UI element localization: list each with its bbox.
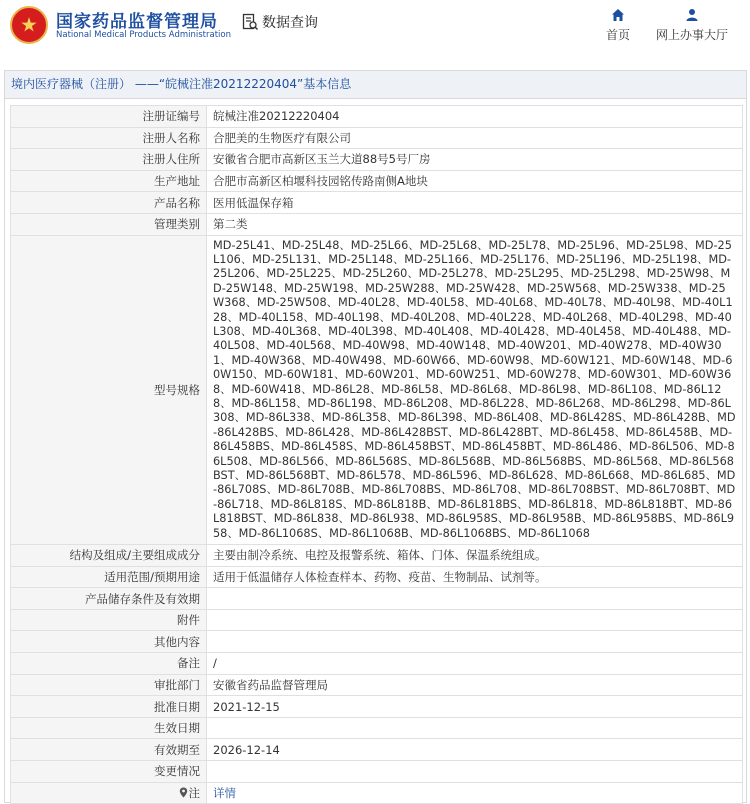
row-value: 第二类 bbox=[207, 213, 743, 235]
nav-online-service-label: 网上办事大厅 bbox=[655, 28, 728, 42]
row-value: 医用低温保存箱 bbox=[207, 192, 743, 214]
detail-panel bbox=[4, 70, 747, 803]
row-value: / bbox=[207, 653, 743, 675]
data-query-label: 数据查询 bbox=[262, 15, 318, 31]
table-row bbox=[11, 739, 743, 761]
table-row bbox=[11, 761, 743, 783]
row-label: 适用范围/预期用途 bbox=[11, 566, 207, 588]
site-name-en: National Medical Products Administration bbox=[56, 30, 231, 40]
row-value bbox=[207, 631, 743, 653]
row-label: 型号规格 bbox=[11, 235, 207, 545]
row-label: 审批部门 bbox=[11, 674, 207, 696]
row-label: 批准日期 bbox=[11, 696, 207, 718]
row-value: 2026-12-14 bbox=[207, 739, 743, 761]
row-label: 产品名称 bbox=[11, 192, 207, 214]
table-row bbox=[11, 545, 743, 567]
data-query-link[interactable] bbox=[242, 12, 318, 32]
site-header bbox=[0, 0, 750, 60]
row-label: 生效日期 bbox=[11, 717, 207, 739]
nav-home[interactable] bbox=[604, 8, 632, 43]
row-label: 备注 bbox=[11, 653, 207, 675]
table-row bbox=[11, 782, 743, 804]
row-value bbox=[207, 717, 743, 739]
note-label bbox=[11, 782, 207, 804]
table-row bbox=[11, 149, 743, 171]
row-value: 主要由制冷系统、电控及报警系统、箱体、门体、保温系统组成。 bbox=[207, 545, 743, 567]
row-value: 适用于低温储存人体检查样本、药物、疫苗、生物制品、试剂等。 bbox=[207, 566, 743, 588]
row-label: 其他内容 bbox=[11, 631, 207, 653]
row-value: 合肥市高新区柏堰科技园铭传路南侧A地块 bbox=[207, 170, 743, 192]
row-label: 附件 bbox=[11, 609, 207, 631]
table-row bbox=[11, 674, 743, 696]
home-icon bbox=[611, 8, 625, 22]
row-label: 管理类别 bbox=[11, 213, 207, 235]
nav-home-label: 首页 bbox=[605, 28, 630, 42]
row-label: 产品储存条件及有效期 bbox=[11, 588, 207, 610]
row-value: 安徽省合肥市高新区玉兰大道88号5号厂房 bbox=[207, 149, 743, 171]
row-value: 皖械注准20212220404 bbox=[207, 106, 743, 128]
national-emblem-logo bbox=[10, 6, 48, 44]
table-row bbox=[11, 653, 743, 675]
row-label: 注册人名称 bbox=[11, 127, 207, 149]
document-icon bbox=[242, 13, 258, 31]
table-row bbox=[11, 631, 743, 653]
row-label: 注册人住所 bbox=[11, 149, 207, 171]
table-row bbox=[11, 566, 743, 588]
nav-online-service[interactable] bbox=[654, 8, 730, 43]
panel-title: 境内医疗器械（注册） ——“皖械注准20212220404”基本信息 bbox=[5, 71, 746, 99]
table-row bbox=[11, 170, 743, 192]
table-row bbox=[11, 213, 743, 235]
row-value: 合肥美的生物医疗有限公司 bbox=[207, 127, 743, 149]
row-value bbox=[207, 782, 743, 804]
site-name: 国家药品监督管理局 bbox=[56, 12, 218, 32]
user-icon bbox=[685, 8, 699, 22]
row-value bbox=[207, 761, 743, 783]
table-row bbox=[11, 696, 743, 718]
table-row bbox=[11, 127, 743, 149]
model-spec-value: MD-25L41、MD-25L48、MD-25L66、MD-25L68、MD-25L78、MD-25L96、MD-25L98、MD-25L106、MD-25L131、MD-25L148、MD-25L166、MD-25L176、MD-25L196、MD-25L198、MD-25L206、MD-25L225、MD-25L260、MD-25L278、MD-25L295、MD-25L298、MD-25W98、MD-25W148、MD-25W198、MD-25W288、MD-25W428、MD-25W568、MD-25W338、MD-25W368、MD-25W508、MD-40L28、MD-40L58、MD-40L68、MD-40L78、MD-40L98、MD-40L128、MD-40L158、MD-40L198、MD-40L208、MD-40L228、MD-40L268、MD-40L298、MD-40L308、MD-40L368、MD-40L398、MD-40L408、MD-40L428、MD-40L458、MD-40L488、MD-40L508、MD-40L568、MD-40W98、MD-40W148、MD-40W201、MD-40W278、MD-40W301、MD-40W368、MD-40W498、MD-60W66、MD-60W98、MD-60W121、MD-60W148、MD-60W150、MD-60W181、MD-60W201、MD-60W251、MD-60W278、MD-60W301、MD-60W368、MD-60W418、MD-86L28、MD-86L58、MD-86L68、MD-86L98、MD-86L108、MD-86L128、MD-86L158、MD-86L198、MD-86L208、MD-86L228、MD-86L268、MD-86L298、MD-86L308、MD-86L338、MD-86L358、MD-86L398、MD-86L408、MD-86L428S、MD-86L428B、MD-86L428BS、MD-86L428、MD-86L428BST、MD-86L428BT、MD-86L458、MD-86L458B、MD-86L458BS、MD-86L458S、MD-86L458BST、MD-86L458BT、MD-86L486、MD-86L506、MD-86L508、MD-86L566、MD-86L568S、MD-86L568B、MD-86L568BS、MD-86L568、MD-86L568BST、MD-86L568BT、MD-86L578、MD-86L596、MD-86L628、MD-86L668、MD-86L685、MD-86L708S、MD-86L708B、MD-86L708BS、MD-86L708、MD-86L708BST、MD-86L708BT、MD-86L718、MD-86L818S、MD-86L818B、MD-86L818BS、MD-86L818、MD-86L818BT、MD-86L818BST、MD-86L838、MD-86L938、MD-86L958S、MD-86L958B、MD-86L958BS、MD-86L958、MD-86L1068S、MD-86L1068B、MD-86L1068BS、MD-86L1068 bbox=[207, 235, 743, 545]
table-row bbox=[11, 609, 743, 631]
row-value: 2021-12-15 bbox=[207, 696, 743, 718]
table-row bbox=[11, 192, 743, 214]
location-pin-icon bbox=[179, 787, 188, 798]
row-label: 有效期至 bbox=[11, 739, 207, 761]
row-value: 安徽省药品监督管理局 bbox=[207, 674, 743, 696]
table-row bbox=[11, 235, 743, 545]
note-label-text: 注 bbox=[188, 785, 200, 800]
table-row bbox=[11, 106, 743, 128]
row-label: 变更情况 bbox=[11, 761, 207, 783]
details-link[interactable]: 详情 bbox=[213, 785, 236, 800]
detail-table bbox=[10, 105, 743, 804]
row-value bbox=[207, 588, 743, 610]
table-row bbox=[11, 588, 743, 610]
table-row bbox=[11, 717, 743, 739]
row-label: 生产地址 bbox=[11, 170, 207, 192]
row-label: 注册证编号 bbox=[11, 106, 207, 128]
row-label: 结构及组成/主要组成成分 bbox=[11, 545, 207, 567]
row-value bbox=[207, 609, 743, 631]
